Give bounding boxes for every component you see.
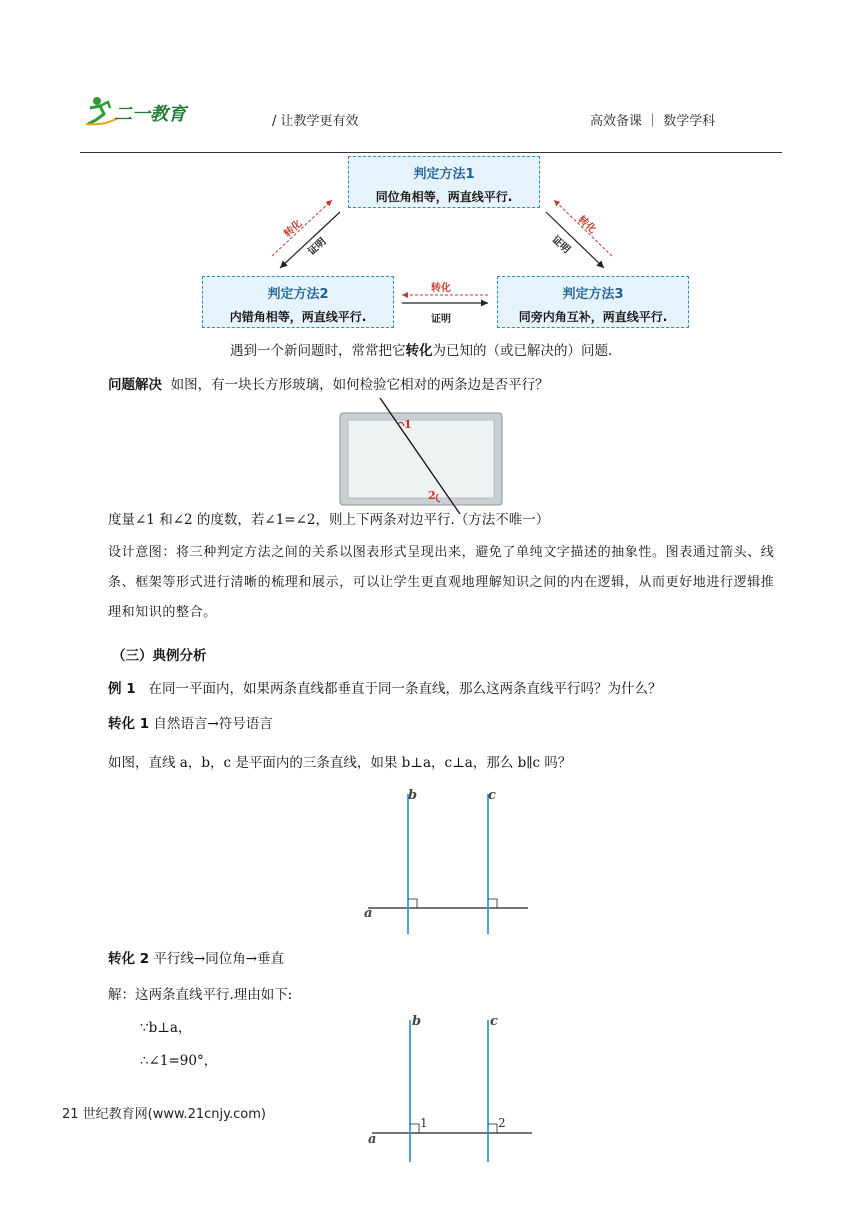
- method-2-title: 判定方法2: [267, 287, 329, 302]
- left-convert-label: 转化: [282, 218, 305, 240]
- right-convert-label: 转化: [575, 214, 598, 236]
- therefore-line: ∴∠1=90°，: [140, 1053, 218, 1069]
- method-3-desc: 同旁内角互补，两直线平行.: [518, 310, 668, 324]
- header-subject: 高效备课 ｜ 数学学科: [590, 114, 716, 129]
- fig1-label-c: c: [488, 788, 496, 803]
- left-prove-label: 证明: [306, 236, 329, 258]
- fig2-label-c: c: [490, 1014, 498, 1029]
- right-prove-label: 证明: [549, 234, 572, 256]
- example-line: 例 1 在同一平面内，如果两条直线都垂直于同一条直线，那么这两条直线平行吗？为什么？: [108, 681, 662, 697]
- fig1-label-a: a: [364, 906, 373, 921]
- convert1-line: 转化 1 自然语言→符号语言: [108, 716, 273, 732]
- footer-text: 21 世纪教育网(www.21cnjy.com): [62, 1107, 266, 1122]
- method-3-title: 判定方法3: [562, 287, 624, 302]
- bottom-convert-label: 转化: [431, 283, 451, 294]
- fig2-angle-1: 1: [420, 1116, 428, 1130]
- fig1-label-b: b: [408, 788, 418, 803]
- logo-text: 二一教育: [114, 104, 186, 125]
- fig2-angle-2: 2: [498, 1116, 506, 1130]
- fig2-label-a: a: [368, 1132, 377, 1147]
- diagram-arrows: [0, 0, 860, 340]
- method-2-desc: 内错角相等，两直线平行.: [229, 310, 367, 324]
- bottom-prove-label: 证明: [431, 314, 451, 325]
- glass-angle-2: 2: [428, 489, 436, 502]
- method-1-title: 判定方法1: [413, 167, 475, 182]
- design-intent: 设计意图：将三种判定方法之间的关系以图表形式呈现出来，避免了单纯文字描述的抽象性。图表通过箭头、线条、框架等形式进行清晰的梳理和展示，可以让学生更直观地理解知识之间的内在逻辑，从而更好地进行逻辑推理和知识的整合。: [108, 545, 775, 620]
- solution-line: 解：这两条直线平行.理由如下:: [108, 987, 293, 1003]
- method-1-desc: 同位角相等，两直线平行.: [375, 190, 513, 204]
- perpendicular-figure-1: [360, 786, 540, 938]
- header-slogan: / 让教学更有效: [272, 114, 359, 129]
- fig2-label-b: b: [412, 1014, 422, 1029]
- intro-bold: 转化: [405, 343, 433, 359]
- glass-figure: [336, 396, 506, 514]
- measure-text: 度量∠1 和∠2 的度数，若∠1=∠2，则上下两条对边平行.（方法不唯一）: [108, 512, 550, 528]
- because-line: ∵b⊥a，: [140, 1020, 192, 1036]
- convert2-label: 转化 2: [108, 951, 150, 967]
- problem-label: 问题解决: [108, 377, 162, 393]
- section-title: （三）典例分析: [112, 648, 207, 664]
- glass-angle-1: 1: [404, 418, 412, 431]
- example-label: 例 1: [108, 681, 136, 697]
- convert2-line: 转化 2 平行线→同位角→垂直: [108, 951, 285, 967]
- convert1-label: 转化 1: [108, 716, 150, 732]
- problem-line: 问题解决 如图，有一块长方形玻璃，如何检验它相对的两条边是否平行？: [108, 377, 549, 393]
- perpendicular-figure-2: [364, 1014, 544, 1164]
- intro-line: 遇到一个新问题时，常常把它转化为已知的（或已解决的）问题.: [230, 343, 613, 359]
- figure-desc: 如图，直线 a，b，c 是平面内的三条直线，如果 b⊥a，c⊥a，那么 b∥c 吗？: [108, 755, 572, 771]
